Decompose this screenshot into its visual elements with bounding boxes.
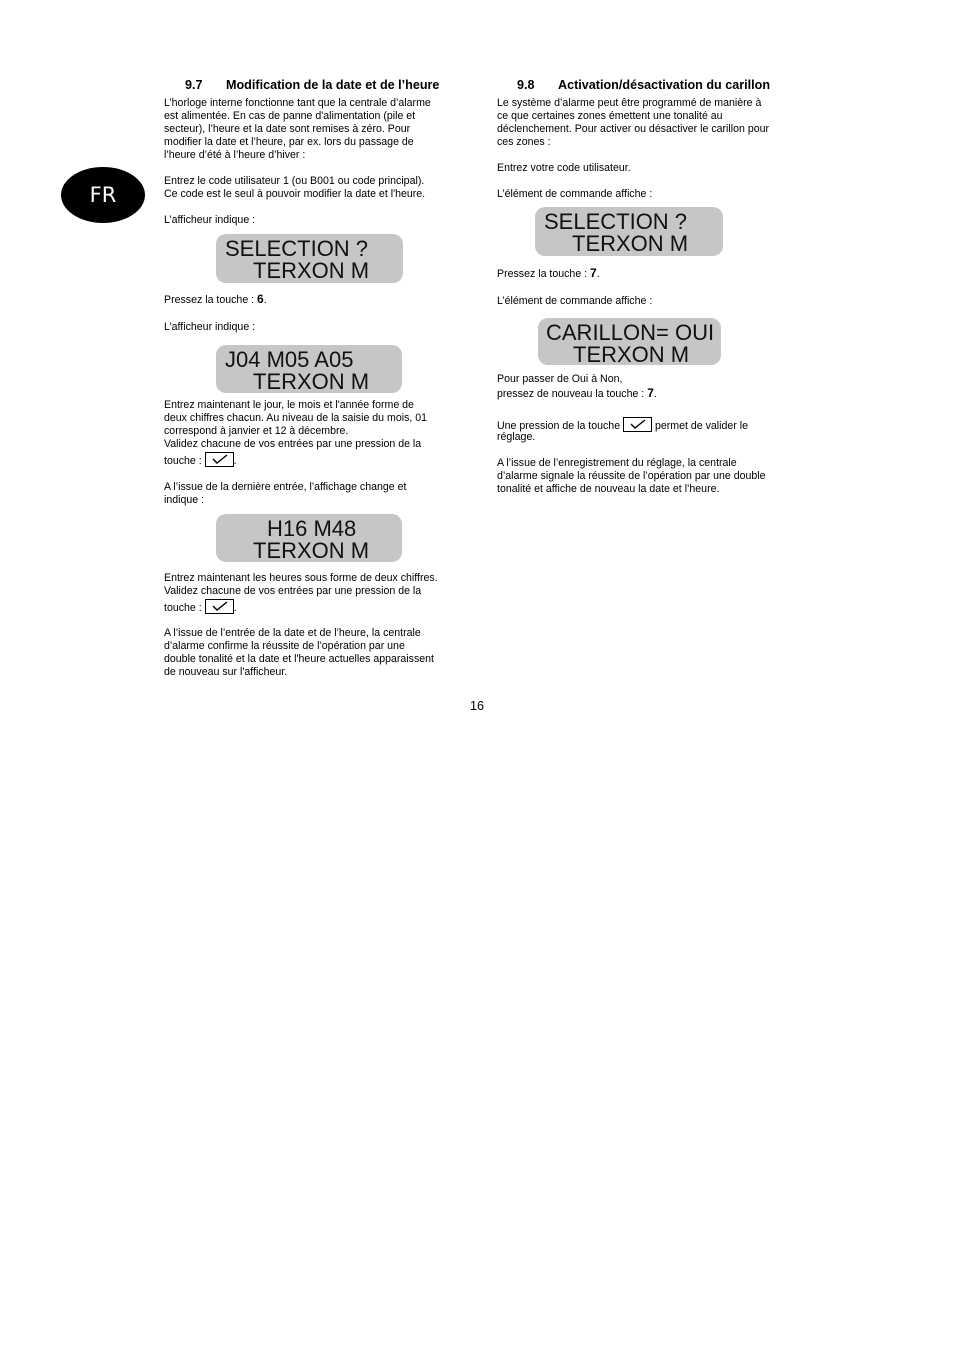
punctuation: .	[233, 602, 237, 614]
confirmation-paragraph: A l’issue de l’entrée de la date et de l’heure, la centrale d’alarme confirme la réussite de l’opération par une double tonalité et la date et l'heure actuelles apparaissent de nouveau sur l'afficheur.	[164, 627, 434, 678]
lcd-line-1: J04 M05 A05	[225, 347, 354, 372]
lcd-line-2: TERXON M	[253, 258, 370, 283]
press-key-text: Pressez la touche :	[164, 294, 258, 306]
lcd-line-1: H16 M48	[267, 516, 357, 541]
validate-line	[164, 599, 464, 615]
check-key-icon	[623, 417, 652, 432]
lcd-line-2: TERXON M	[253, 538, 370, 563]
validate-text: Une pression de la touche	[497, 420, 624, 432]
lcd-display-selection	[216, 234, 403, 283]
section-heading	[185, 78, 439, 92]
lcd-line-1: SELECTION ?	[225, 236, 369, 261]
key-number: 6	[257, 292, 264, 306]
toggle-line-1: Pour passer de Oui à Non,	[497, 373, 623, 385]
section-title: Activation/désactivation du carillon	[558, 78, 771, 92]
lcd-line-2: TERXON M	[573, 342, 690, 367]
press-key-paragraph	[497, 267, 797, 281]
press-key-paragraph	[164, 293, 464, 307]
lcd-line-2: TERXON M	[572, 231, 689, 256]
lcd-line-1: SELECTION ?	[544, 209, 688, 234]
check-key-icon	[205, 599, 234, 614]
section-number: 9.8	[517, 78, 535, 92]
punctuation: .	[263, 294, 267, 306]
validate-line	[164, 452, 464, 468]
touche-label: touche :	[164, 602, 205, 614]
validate-line-2: réglage.	[497, 431, 536, 443]
press-key-text: Pressez la touche :	[497, 268, 591, 280]
display-label: L’afficheur indique :	[164, 214, 256, 226]
check-key-icon	[205, 452, 234, 467]
code-paragraph: Entrez votre code utilisateur.	[497, 162, 631, 174]
punctuation: .	[596, 268, 600, 280]
confirmation-paragraph: A l’issue de l’enregistrement du réglage, la centrale d’alarme signale la réussite de l’opération par une double tonalité et affiche de nouveau la date et l’heure.	[497, 457, 766, 495]
touche-label: touche :	[164, 455, 205, 467]
toggle-line-2	[497, 387, 797, 401]
date-entry-paragraph: Entrez maintenant le jour, le mois et l'année forme de deux chiffres chacun. Au niveau de la saisie du mois, 01 correspond à janvier et 12 à décembre. Validez chacune de vos entrées par une pression de la	[164, 399, 428, 450]
time-entry-paragraph: Entrez maintenant les heures sous forme de deux chiffres. Validez chacune de vos entrées par une pression de la	[164, 572, 438, 597]
key-number: 7	[590, 266, 597, 280]
intro-paragraph: Le système d’alarme peut être programmé de manière à ce que certaines zones émettent une tonalité au déclenchement. Pour activer ou désactiver le carillon pour ces zones :	[497, 97, 770, 148]
page-number: 16	[469, 699, 484, 713]
code-paragraph: Entrez le code utilisateur 1 (ou B001 ou code principal). Ce code est le seul à pouvoir modifier la date et l'heure.	[164, 175, 426, 200]
lcd-display-selection	[535, 207, 723, 256]
press-again-text: pressez de nouveau la touche :	[497, 388, 648, 400]
validate-text-end: permet de valider le	[652, 420, 749, 432]
intro-paragraph: L’horloge interne fonctionne tant que la centrale d’alarme est alimentée. En cas de panne d'alimentation (pile et secteur), l’heure et la date sont remises à zéro. Pour modifier la date et l’heure, par ex. lors du passage de l’heure d’été à l’heure d’hiver :	[164, 97, 431, 161]
lcd-line-1: CARILLON= OUI	[546, 320, 715, 345]
lcd-line-2: TERXON M	[253, 369, 370, 394]
key-number: 7	[647, 386, 654, 400]
punctuation: .	[233, 455, 237, 467]
section-number: 9.7	[185, 78, 203, 92]
last-entry-paragraph: A l’issue de la dernière entrée, l’affichage change et indique :	[164, 481, 407, 506]
display-label: L’élément de commande affiche :	[497, 188, 653, 200]
lcd-display-chime	[538, 318, 721, 365]
lcd-display-time	[216, 514, 402, 562]
section-title: Modification de la date et de l’heure	[226, 78, 440, 92]
display-label: L’afficheur indique :	[164, 321, 256, 333]
punctuation: .	[653, 388, 657, 400]
section-heading	[517, 78, 770, 92]
lcd-display-date	[216, 345, 402, 393]
display-label: L’élément de commande affiche :	[497, 295, 653, 307]
language-badge: FR	[61, 167, 145, 223]
